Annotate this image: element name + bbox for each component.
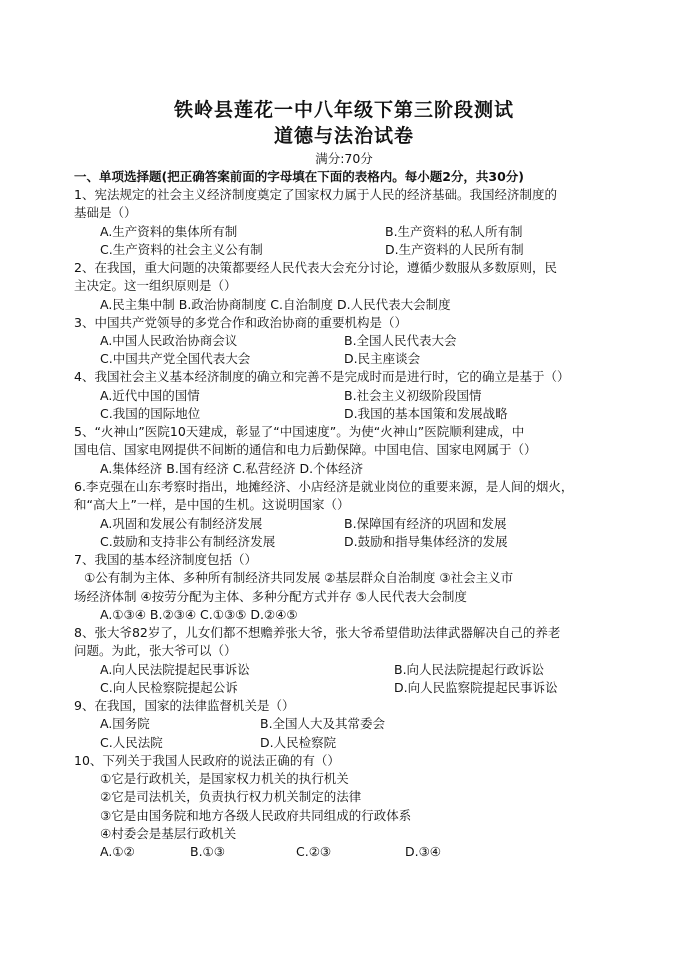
exam-subtitle: 道德与法治试卷 bbox=[273, 125, 414, 147]
question-6-option-d: D.鼓励和指导集体经济的发展 bbox=[344, 534, 508, 549]
question-8-option-a: A.向人民法院提起民事诉讼 bbox=[100, 662, 250, 677]
question-9-option-a: A.国务院 bbox=[100, 716, 150, 731]
question-9-stem: 9、在我国，国家的法律监督机关是（） bbox=[74, 698, 295, 713]
question-6-stem: 6.李克强在山东考察时指出，地摊经济、小店经济是就业岗位的重要来源，是人间的烟火， bbox=[74, 479, 574, 494]
question-8-option-c: C.向人民检察院提起公诉 bbox=[100, 680, 238, 695]
question-1-option-b: B.生产资料的私人所有制 bbox=[385, 224, 523, 239]
question-9-option-b: B.全国人大及其常委会 bbox=[260, 716, 386, 731]
question-9-option-d: D.人民检察院 bbox=[260, 735, 337, 750]
question-10-statement-3: ③它是由国务院和地方各级人民政府共同组成的行政体系 bbox=[100, 808, 412, 823]
question-8-option-d: D.向人民监察院提起民事诉讼 bbox=[394, 680, 558, 695]
question-4-stem: 4、我国社会主义基本经济制度的确立和完善不是完成时而是进行时，它的确立是基于（） bbox=[74, 369, 570, 384]
question-7-stem: 7、我国的基本经济制度包括（） bbox=[74, 552, 257, 567]
question-10-statement-4: ④村委会是基层行政机关 bbox=[100, 826, 237, 841]
question-7-statements-cont: 场经济体制 ④按劳分配为主体、多种分配方式并存 ⑤人民代表大会制度 bbox=[74, 589, 467, 604]
question-4-option-a: A.近代中国的国情 bbox=[100, 388, 200, 403]
question-1-stem: 1、宪法规定的社会主义经济制度奠定了国家权力属于人民的经济基础。我国经济制度的 bbox=[74, 187, 557, 202]
question-5-stem: 5、“火神山”医院10天建成，彰显了“中国速度”。为使“火神山”医院顺利建成，中 bbox=[74, 424, 525, 439]
question-1-option-c: C.生产资料的社会主义公有制 bbox=[100, 242, 263, 257]
question-1-stem-cont: 基础是（） bbox=[74, 205, 137, 220]
question-8-option-b: B.向人民法院提起行政诉讼 bbox=[394, 662, 545, 677]
question-5-options: A.集体经济 B.国有经济 C.私营经济 D.个体经济 bbox=[100, 461, 364, 476]
question-6-option-b: B.保障国有经济的巩固和发展 bbox=[344, 516, 507, 531]
question-3-option-c: C.中国共产党全国代表大会 bbox=[100, 351, 251, 366]
question-3-option-b: B.全国人民代表大会 bbox=[344, 333, 457, 348]
question-10-statement-1: ①它是行政机关，是国家权力机关的执行机关 bbox=[100, 771, 349, 786]
question-8-stem: 8、张大爷82岁了，儿女们都不想赡养张大爷，张大爷希望借助法律武器解决自己的养老 bbox=[74, 625, 561, 640]
question-10-option-c: C.②③ bbox=[296, 844, 332, 859]
question-10-option-d: D.③④ bbox=[405, 844, 442, 859]
question-10-option-a: A.①② bbox=[100, 844, 135, 859]
question-3-option-a: A.中国人民政治协商会议 bbox=[100, 333, 238, 348]
question-3-stem: 3、中国共产党领导的多党合作和政治协商的重要机构是（） bbox=[74, 315, 407, 330]
question-7-options: A.①③④ B.②③④ C.①③⑤ D.②④⑤ bbox=[100, 607, 298, 622]
question-7-statements: ①公有制为主体、多种所有制经济共同发展 ②基层群众自治制度 ③社会主义市 bbox=[84, 570, 514, 585]
full-score: 满分:70分 bbox=[315, 151, 373, 166]
question-6-option-c: C.鼓励和支持非公有制经济发展 bbox=[100, 534, 276, 549]
question-10-option-b: B.①③ bbox=[190, 844, 225, 859]
question-8-stem-cont: 问题。为此，张大爷可以（） bbox=[74, 643, 237, 658]
question-10-stem: 10、下列关于我国人民政府的说法正确的有（） bbox=[74, 753, 340, 768]
question-1-option-d: D.生产资料的人民所有制 bbox=[385, 242, 524, 257]
question-2-stem-cont: 主决定。这一组织原则是（） bbox=[74, 278, 237, 293]
question-1-option-a: A.生产资料的集体所有制 bbox=[100, 224, 238, 239]
exam-title: 铁岭县莲花一中八年级下第三阶段测试 bbox=[173, 99, 514, 121]
question-4-option-b: B.社会主义初级阶段国情 bbox=[344, 388, 482, 403]
question-9-option-c: C.人民法院 bbox=[100, 735, 163, 750]
question-4-option-c: C.我国的国际地位 bbox=[100, 406, 201, 421]
question-6-stem-cont: 和“高大上”一样，是中国的生机。这说明国家（） bbox=[74, 497, 350, 512]
section-heading: 一、单项选择题(把正确答案前面的字母填在下面的表格内。每小题2分，共30分) bbox=[74, 169, 525, 184]
question-10-statement-2: ②它是司法机关，负责执行权力机关制定的法律 bbox=[100, 789, 362, 804]
question-4-option-d: D.我国的基本国策和发展战略 bbox=[344, 406, 508, 421]
question-6-option-a: A.巩固和发展公有制经济发展 bbox=[100, 516, 263, 531]
question-2-options: A.民主集中制 B.政治协商制度 C.自治制度 D.人民代表大会制度 bbox=[100, 297, 451, 312]
question-5-stem-cont: 国电信、国家电网提供不间断的通信和电力后勤保障。中国电信、国家电网属于（） bbox=[74, 442, 537, 457]
question-3-option-d: D.民主座谈会 bbox=[344, 351, 421, 366]
question-2-stem: 2、在我国，重大问题的决策都要经人民代表大会充分讨论，遵循少数服从多数原则，民 bbox=[74, 260, 557, 275]
